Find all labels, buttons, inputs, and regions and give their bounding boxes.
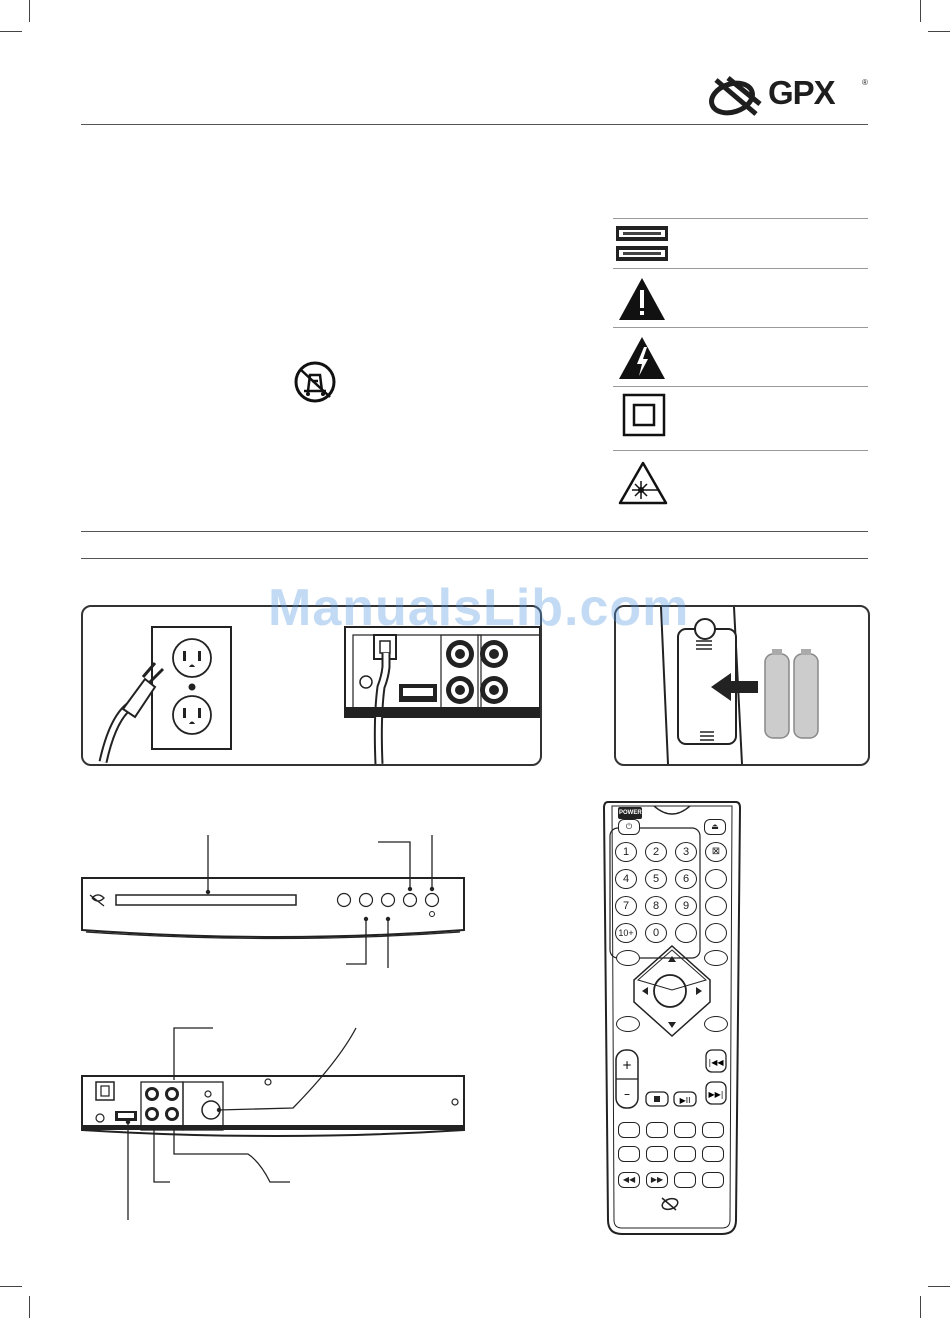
remote-button[interactable]	[616, 1016, 640, 1032]
svg-text:+: +	[621, 1058, 633, 1072]
number-8-button[interactable]: 8	[645, 896, 667, 916]
fast-forward-button[interactable]: ▶▶	[646, 1172, 668, 1188]
remote-button[interactable]	[702, 1172, 724, 1188]
svg-text:|◀◀: |◀◀	[708, 1058, 724, 1067]
crop-mark	[29, 0, 30, 22]
gpx-logo-icon	[708, 74, 770, 116]
remote-button[interactable]	[675, 923, 697, 943]
number-1-button[interactable]: 1	[615, 842, 637, 862]
power-label: POWER	[618, 807, 642, 819]
power-button[interactable]: ⏻	[618, 819, 640, 835]
cart-warning-icon	[294, 361, 336, 403]
caution-label-icon	[615, 225, 669, 265]
svg-text:▶II: ▶II	[679, 1096, 691, 1105]
remote-button[interactable]	[674, 1146, 696, 1162]
remote-button[interactable]	[702, 1122, 724, 1138]
dvd-player-front-diagram	[78, 830, 470, 970]
number-0-button[interactable]: 0	[645, 923, 667, 943]
watermark: ManualsLib.com	[268, 579, 690, 637]
laser-warning-icon	[617, 460, 669, 506]
crop-mark	[0, 1286, 22, 1287]
remote-button[interactable]	[618, 1122, 640, 1138]
crop-mark	[928, 31, 950, 32]
crop-mark	[920, 1296, 921, 1318]
remote-button[interactable]	[618, 1146, 640, 1162]
remote-button[interactable]	[704, 950, 728, 966]
number-6-button[interactable]: 6	[675, 869, 697, 889]
number-5-button[interactable]: 5	[645, 869, 667, 889]
symbol-row-divider	[613, 218, 868, 219]
remote-button[interactable]	[705, 896, 727, 916]
crop-mark	[0, 31, 22, 32]
dvd-player-rear-diagram	[78, 1022, 470, 1222]
registered-mark: ®	[862, 78, 868, 87]
svg-text:▶▶|: ▶▶|	[708, 1090, 724, 1099]
symbol-row-divider	[613, 386, 868, 387]
header-divider	[81, 124, 868, 125]
section-divider	[81, 531, 868, 532]
double-insulated-square-icon	[622, 393, 666, 437]
section-divider	[81, 558, 868, 559]
remote-button[interactable]	[674, 1122, 696, 1138]
crop-mark	[928, 1286, 950, 1287]
crop-mark	[29, 1296, 30, 1318]
remote-button[interactable]	[705, 869, 727, 889]
symbol-row-divider	[613, 268, 868, 269]
lightning-triangle-icon	[617, 335, 667, 381]
remote-button[interactable]	[646, 1146, 668, 1162]
number-4-button[interactable]: 4	[615, 869, 637, 889]
remote-button[interactable]	[702, 1146, 724, 1162]
remote-button[interactable]	[646, 1122, 668, 1138]
number-7-button[interactable]: 7	[615, 896, 637, 916]
remote-control-icon	[602, 800, 742, 1238]
symbol-row-divider	[613, 327, 868, 328]
eject-button[interactable]: ⏏	[704, 819, 726, 835]
number-2-button[interactable]: 2	[645, 842, 667, 862]
crop-mark	[920, 0, 921, 22]
number-10plus-button[interactable]: 10+	[615, 923, 637, 943]
number-9-button[interactable]: 9	[675, 896, 697, 916]
remote-button[interactable]	[704, 1016, 728, 1032]
exclamation-triangle-icon	[617, 276, 667, 322]
remote-button[interactable]	[674, 1172, 696, 1188]
mute-button[interactable]: ⊠	[705, 842, 727, 862]
svg-text:–: –	[624, 1087, 630, 1101]
remote-button[interactable]	[705, 923, 727, 943]
brand-name: GPX	[768, 74, 835, 111]
symbol-row-divider	[613, 450, 868, 451]
remote-button[interactable]	[616, 950, 640, 966]
rewind-button[interactable]: ◀◀	[618, 1172, 640, 1188]
number-3-button[interactable]: 3	[675, 842, 697, 862]
